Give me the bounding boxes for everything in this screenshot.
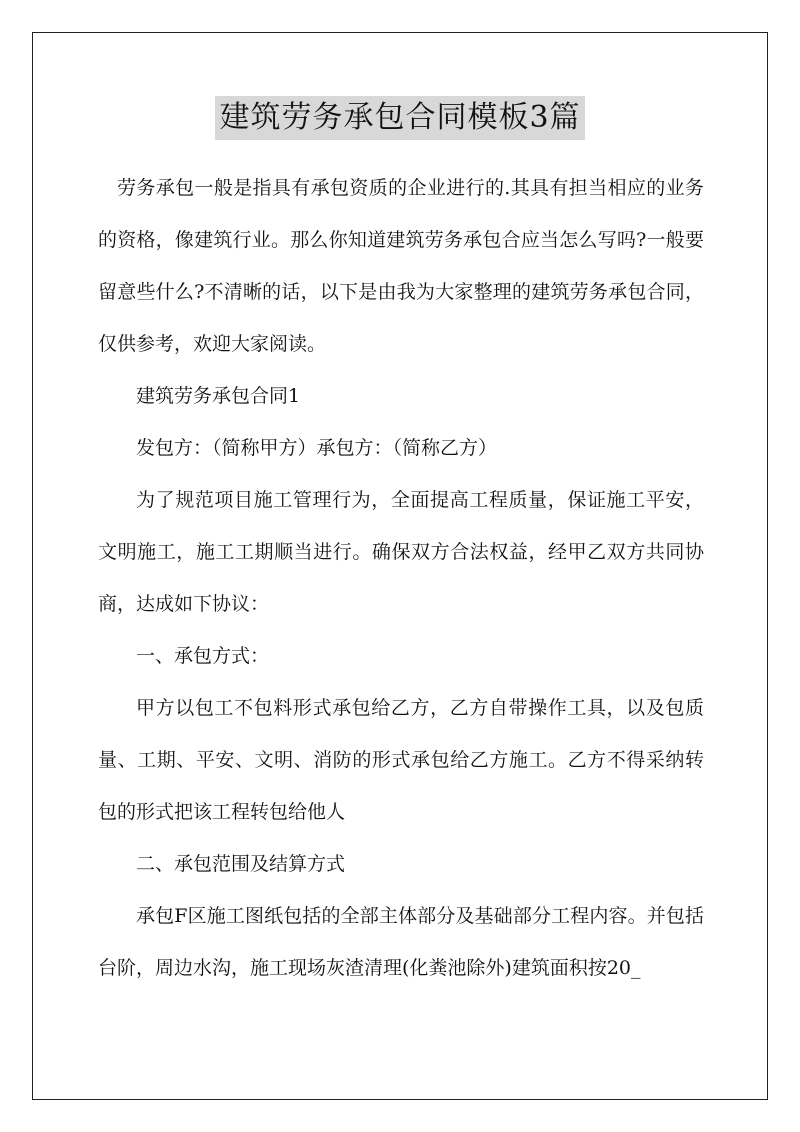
contract-heading: 建筑劳务承包合同1 [136,385,301,407]
document-body [98,162,704,994]
parties-line: 发包方：（简称甲方）承包方：（简称乙方） [136,437,498,459]
section-heading-1: 一、承包方式： [136,645,270,667]
section-heading-2: 二、承包范围及结算方式 [136,853,346,875]
title-container [0,96,800,140]
intro-paragraph: 劳务承包一般是指具有承包资质的企业进行的.其具有担当相应的业务的资格，像建筑行业。那么你知道建筑劳务承包合应当怎么写吗?一般要留意些什么?不清晰的话，以下是由我为大家整理的建筑劳务承包合同，仅供参考，欢迎大家阅读。 [98,177,704,355]
purpose-paragraph: 为了规范项目施工管理行为，全面提高工程质量，保证施工平安，文明施工，施工工期顺当进行。确保双方合法权益，经甲乙双方共同协商，达成如下协议： [98,489,704,615]
document-title: 建筑劳务承包合同模板3篇 [215,96,584,140]
section-2-paragraph: 承包F区施工图纸包括的全部主体部分及基础部分工程内容。并包括台阶，周边水沟，施工现场灰渣清理(化粪池除外)建筑面积按20_ [98,905,704,979]
section-1-paragraph: 甲方以包工不包料形式承包给乙方，乙方自带操作工具，以及包质量、工期、平安、文明、消防的形式承包给乙方施工。乙方不得采纳转包的形式把该工程转包给他人 [98,697,704,823]
